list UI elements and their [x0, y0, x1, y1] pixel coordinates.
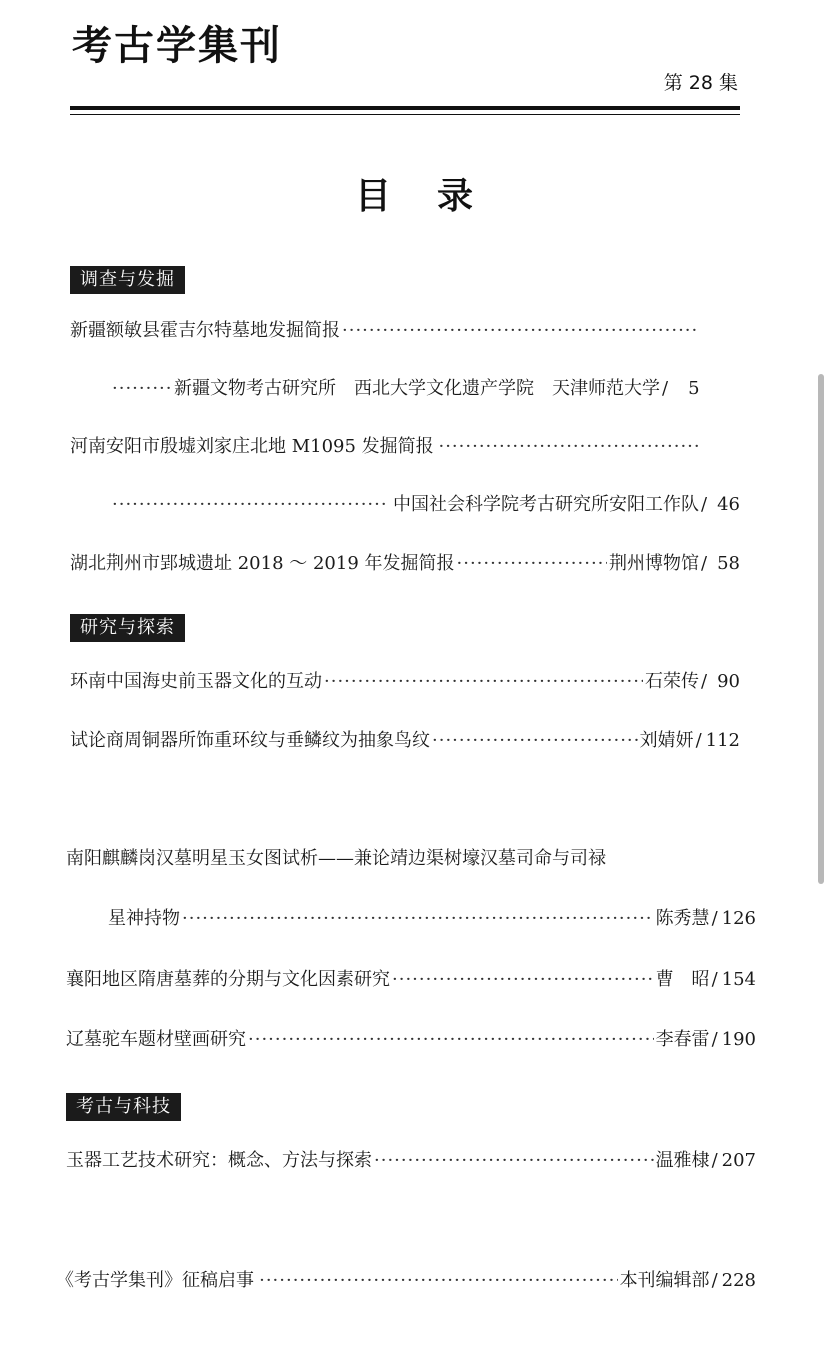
entry-page: 126	[721, 908, 756, 929]
entry-page: 190	[721, 1029, 756, 1050]
leader-dots	[392, 967, 654, 993]
page-separator: /	[711, 908, 718, 929]
entry-author: 温雅棣	[655, 1150, 710, 1171]
entry-page: 154	[721, 969, 756, 990]
entry-page: 46	[717, 494, 740, 515]
entry-title: 新疆额敏县霍吉尔特墓地发掘简报	[70, 320, 340, 341]
entry-author: 本刊编辑部	[619, 1270, 710, 1291]
entry-page: 5	[688, 378, 700, 399]
entry-title: 河南安阳市殷墟刘家庄北地 M1095 发掘简报	[70, 436, 434, 457]
page-separator: /	[711, 969, 718, 990]
entry-author: 陈秀慧	[655, 908, 710, 929]
toc-entry[interactable]	[66, 846, 706, 872]
leader-dots	[259, 1268, 617, 1294]
entry-page: 90	[717, 671, 740, 692]
page-separator: /	[662, 378, 669, 399]
toc-entry[interactable]	[66, 1027, 756, 1053]
leader-dots	[342, 318, 698, 344]
toc-heading	[0, 168, 828, 219]
page-separator: /	[701, 494, 708, 515]
leader-dots	[438, 434, 698, 460]
journal-title: 考古学集刊	[72, 22, 282, 69]
header-rule-thick	[70, 106, 740, 110]
leader-dots	[374, 1148, 654, 1174]
toc-entry-continuation[interactable]	[110, 492, 740, 518]
entry-title-continued: 星神持物	[108, 908, 180, 929]
entry-author: 刘婧妍	[639, 730, 694, 751]
toc-heading-char-2: 录	[437, 175, 474, 217]
page-separator: /	[701, 553, 708, 574]
entry-title: 襄阳地区隋唐墓葬的分期与文化因素研究	[66, 969, 390, 990]
toc-entry[interactable]	[70, 434, 700, 460]
toc-heading-char-1: 目	[354, 175, 391, 217]
header-rule-thin	[70, 114, 740, 115]
entry-page: 207	[721, 1150, 756, 1171]
toc-entry[interactable]	[70, 318, 700, 344]
entry-author: 曹 昭	[655, 969, 710, 990]
page-separator: /	[711, 1029, 718, 1050]
toc-entry-call-for-papers[interactable]	[56, 1268, 756, 1294]
entry-title: 玉器工艺技术研究：概念、方法与探索	[66, 1150, 372, 1171]
issue-number: 第 28 集	[663, 72, 738, 94]
entry-page: 58	[717, 553, 740, 574]
entry-author: 李春雷	[655, 1029, 710, 1050]
entry-institution: 中国社会科学院考古研究所安阳工作队	[393, 494, 700, 515]
leader-dots	[457, 551, 608, 577]
entry-institutions: 新疆文物考古研究所 西北大学文化遗产学院 天津师范大学	[174, 378, 660, 399]
toc-entry[interactable]	[66, 1148, 756, 1174]
toc-entry[interactable]	[70, 551, 740, 577]
section-label-survey: 调查与发掘	[70, 266, 185, 294]
entry-author: 石荣传	[645, 671, 700, 692]
entry-title: 环南中国海史前玉器文化的互动	[70, 671, 322, 692]
page-separator: /	[695, 730, 702, 751]
toc-entry[interactable]	[66, 967, 756, 993]
toc-entry[interactable]	[70, 728, 740, 754]
leader-dots	[324, 669, 643, 695]
toc-entry[interactable]	[70, 669, 740, 695]
page-separator: /	[701, 671, 708, 692]
leader-dots	[248, 1027, 654, 1053]
entry-title: 湖北荆州市郢城遗址 2018 ～ 2019 年发掘简报	[70, 553, 455, 574]
toc-entry-continuation[interactable]	[110, 376, 740, 402]
leader-dots	[112, 376, 172, 402]
leader-dots	[182, 906, 654, 932]
entry-title: 试论商周铜器所饰重环纹与垂鳞纹为抽象鸟纹	[70, 730, 430, 751]
entry-author: 荆州博物馆	[609, 553, 700, 574]
entry-page: 112	[705, 730, 740, 751]
leader-dots	[112, 492, 388, 518]
scrollbar-thumb[interactable]	[818, 374, 824, 884]
section-label-research: 研究与探索	[70, 614, 185, 642]
entry-title: 辽墓驼车题材壁画研究	[66, 1029, 246, 1050]
entry-title: 南阳麒麟岗汉墓明星玉女图试析——兼论靖边渠树壕汉墓司命与司禄	[66, 848, 606, 869]
page-separator: /	[711, 1150, 718, 1171]
section-label-science: 考古与科技	[66, 1093, 181, 1121]
leader-dots	[432, 728, 638, 754]
toc-entry-continuation[interactable]	[108, 906, 756, 932]
entry-title: 《考古学集刊》征稿启事	[56, 1270, 254, 1291]
entry-page: 228	[721, 1270, 756, 1291]
page-separator: /	[711, 1270, 718, 1291]
